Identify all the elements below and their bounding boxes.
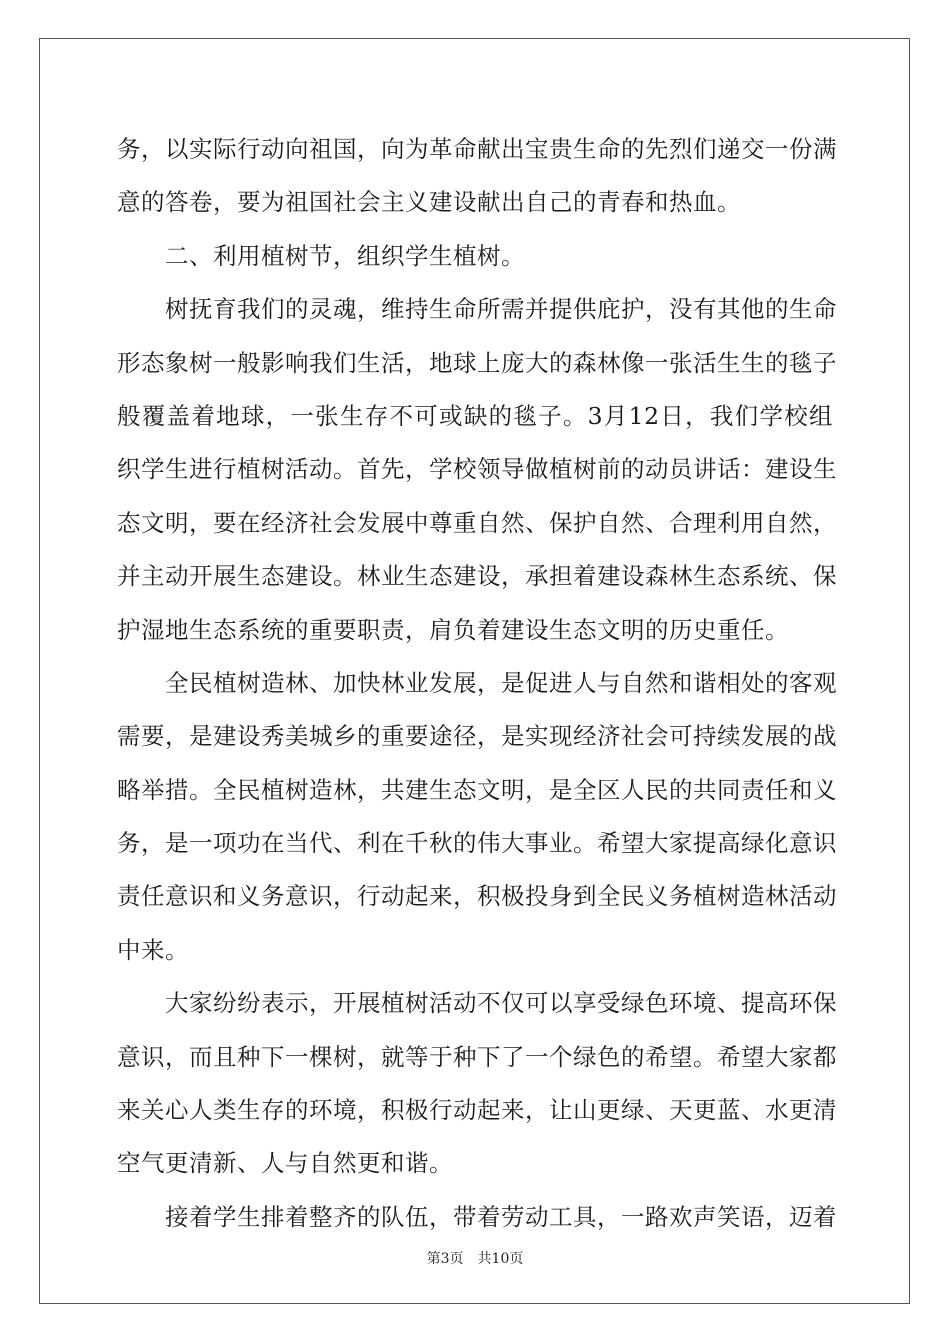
page-number: 第3页 <box>426 1251 464 1267</box>
page-total: 共10页 <box>477 1251 524 1267</box>
text-line: 责任意识和义务意识，行动起来，积极投身到全民义务植树造林活动 <box>117 882 837 911</box>
text-line: 中来。 <box>117 935 189 964</box>
page-footer <box>0 1248 950 1268</box>
text-line: 护湿地生态系统的重要职责，肩负着建设生态文明的历史重任。 <box>117 615 789 644</box>
text-line: 略举措。全民植树造林，共建生态文明，是全区人民的共同责任和义 <box>117 775 837 804</box>
text-line: 务，以实际行动向祖国，向为革命献出宝贵生命的先烈们递交一份满 <box>117 135 837 163</box>
text-line: 般覆盖着地球，一张生存不可或缺的毯子。3月12日，我们学校组 <box>117 401 833 430</box>
text-line: 务，是一项功在当代、利在千秋的伟大事业。希望大家提高绿化意识 <box>117 829 837 858</box>
text-line: 空气更清新、人与自然更和谐。 <box>117 1149 453 1178</box>
text-line: 态文明，要在经济社会发展中尊重自然、保护自然、合理利用自然， <box>117 508 837 537</box>
text-line: 需要，是建设秀美城乡的重要途径，是实现经济社会可持续发展的战 <box>117 722 837 751</box>
text-line: 来关心人类生存的环境，积极行动起来，让山更绿、天更蓝、水更清 <box>117 1096 837 1125</box>
text-line: 接着学生排着整齐的队伍，带着劳动工具，一路欢声笑语，迈着 <box>165 1202 837 1231</box>
text-line: 树抚育我们的灵魂，维持生命所需并提供庇护，没有其他的生命 <box>165 295 837 324</box>
document-body <box>117 123 837 1244</box>
text-line: 二、利用植树节，组织学生植树。 <box>165 241 525 270</box>
text-line: 意的答卷，要为祖国社会主义建设献出自己的青春和热血。 <box>117 188 741 217</box>
text-line: 意识，而且种下一棵树，就等于种下了一个绿色的希望。希望大家都 <box>117 1042 837 1071</box>
text-line: 大家纷纷表示，开展植树活动不仅可以享受绿色环境、提高环保 <box>165 989 837 1018</box>
text-line: 织学生进行植树活动。首先，学校领导做植树前的动员讲话：建设生 <box>117 455 837 484</box>
text-line: 全民植树造林、加快林业发展，是促进人与自然和谐相处的客观 <box>165 668 837 697</box>
text-line: 并主动开展生态建设。林业生态建设，承担着建设森林生态系统、保 <box>117 562 837 591</box>
text-line: 形态象树一般影响我们生活，地球上庞大的森林像一张活生生的毯子 <box>117 348 837 377</box>
